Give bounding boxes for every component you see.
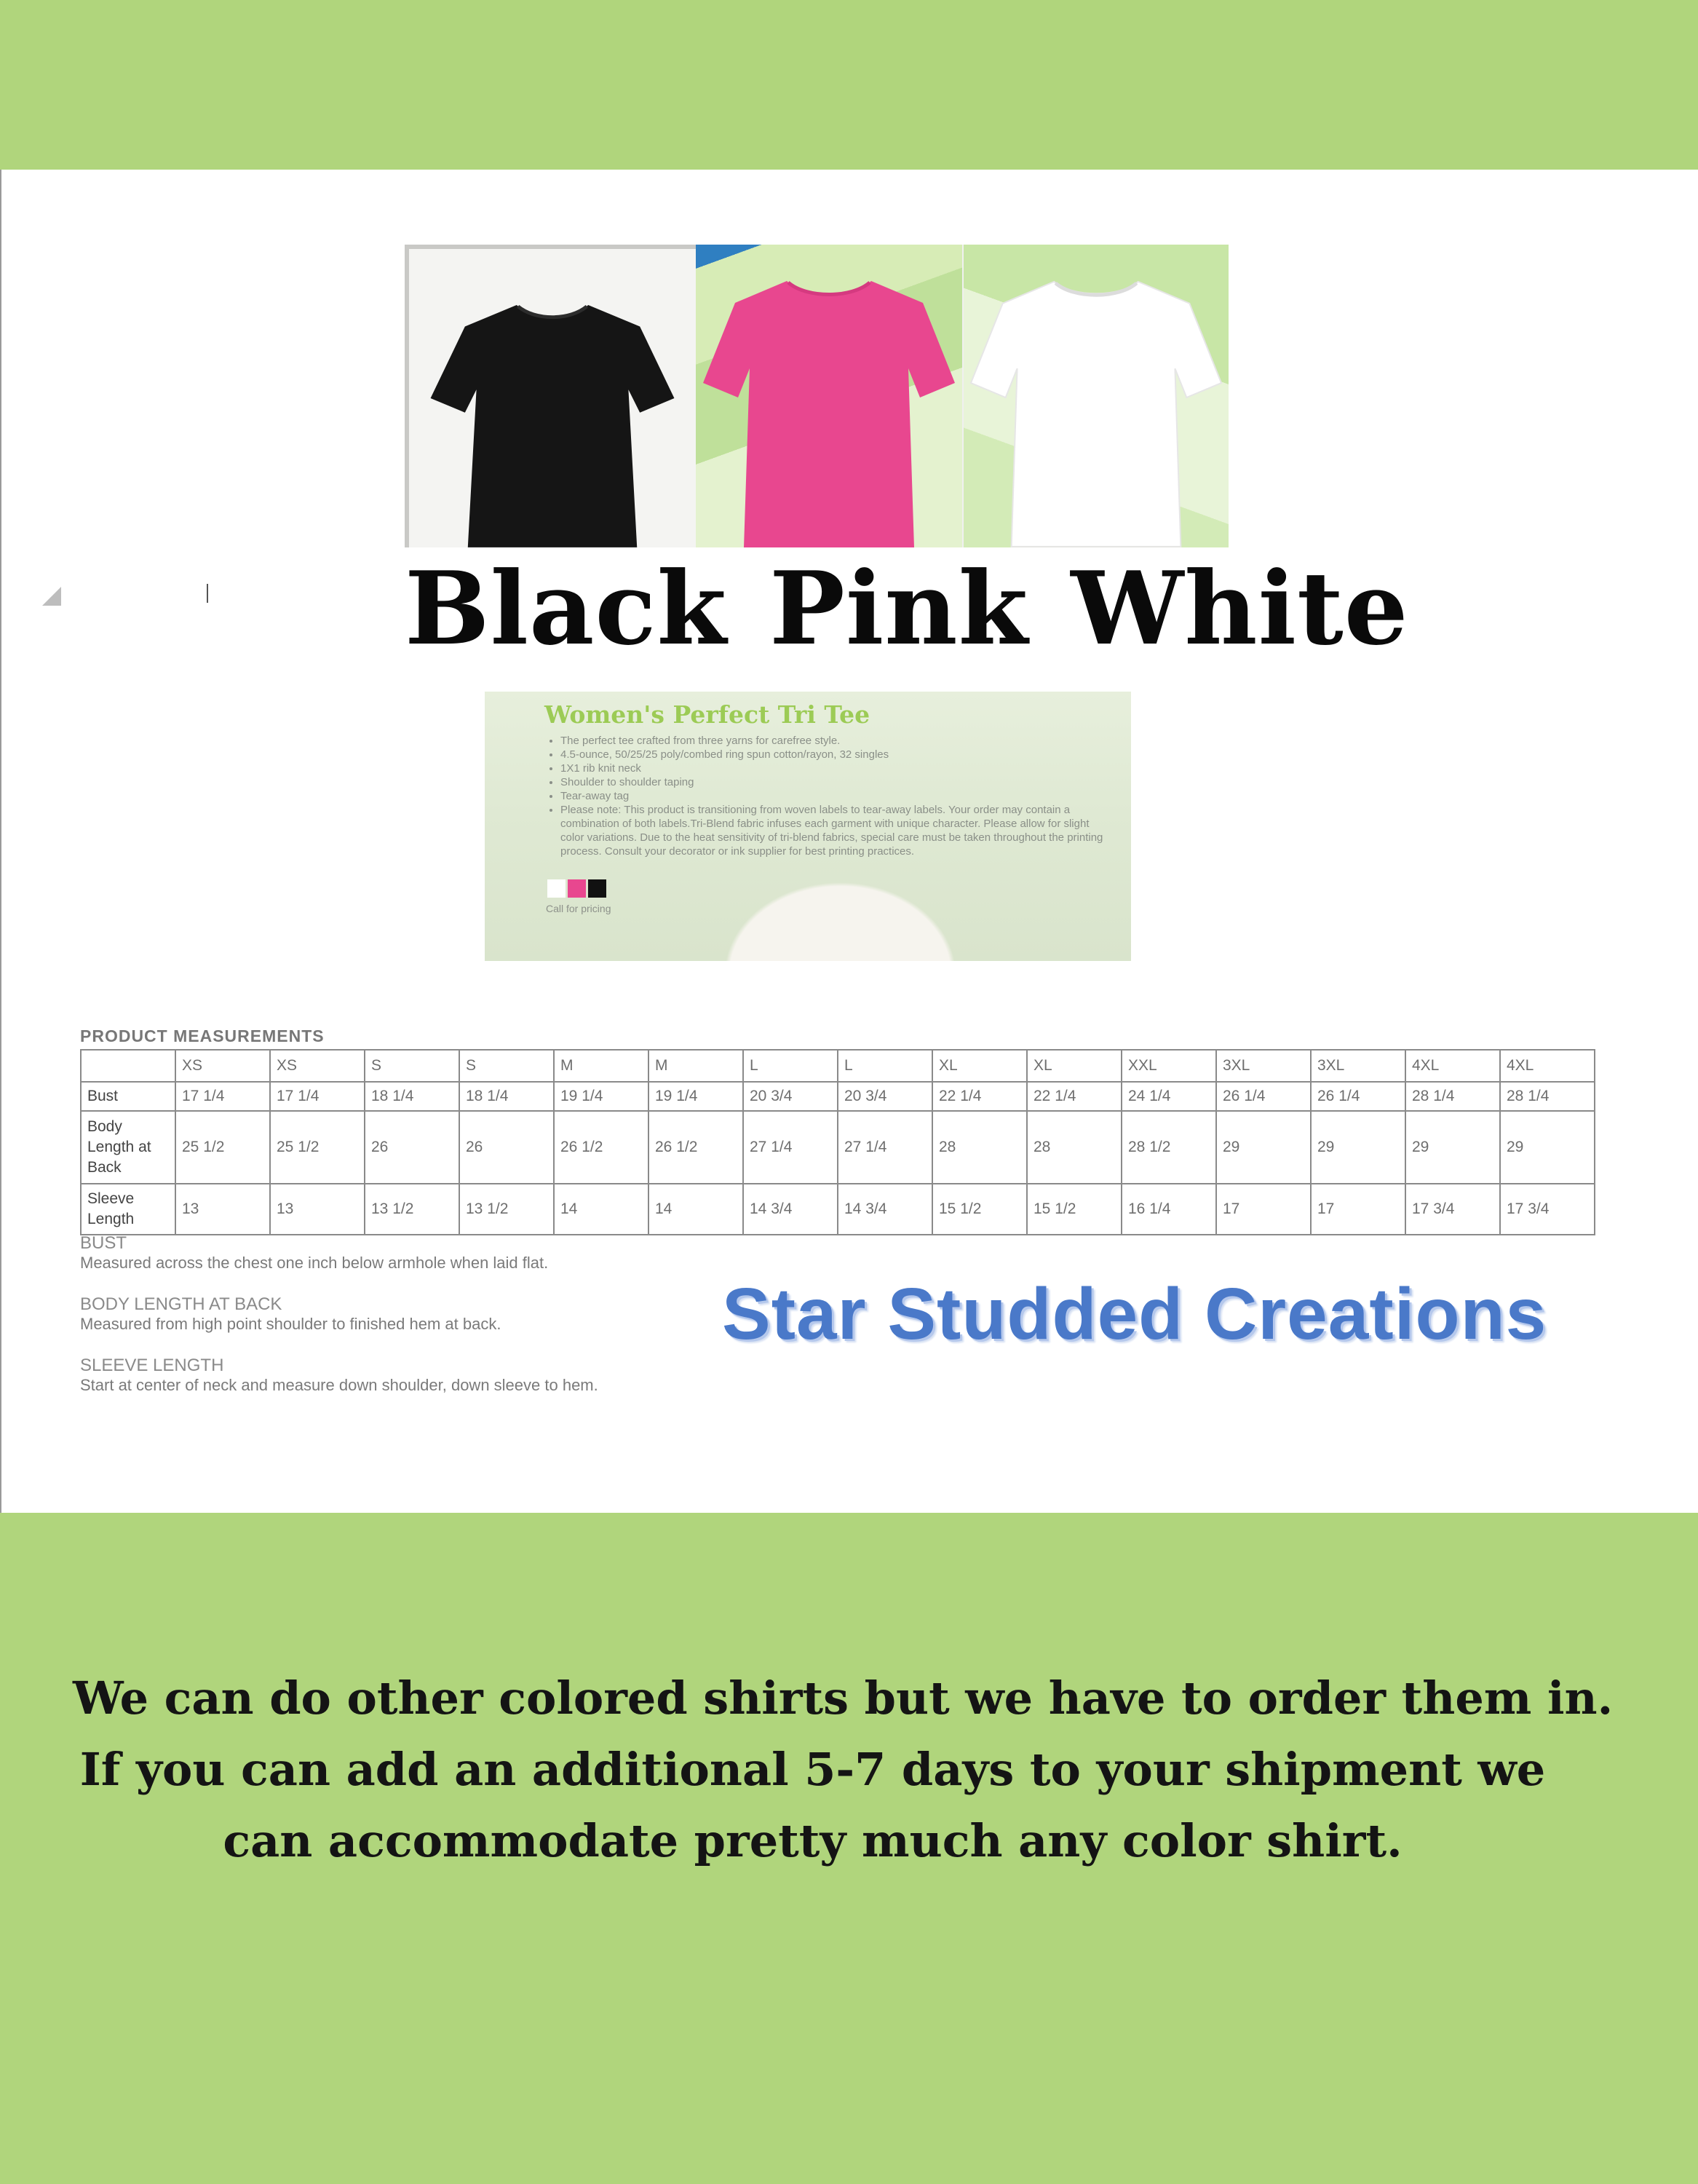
message-line: can accommodate pretty much any color shirt. [223, 1814, 1403, 1867]
table-cell: 17 [1216, 1184, 1311, 1235]
call-for-pricing: Call for pricing [546, 903, 611, 914]
table-cell: 29 [1311, 1111, 1405, 1184]
custom-color-message [73, 1663, 1614, 1877]
brand-logo-text: Star Studded Creations [722, 1273, 1547, 1355]
size-header: 3XL [1216, 1050, 1311, 1082]
table-cell: 18 1/4 [365, 1082, 459, 1111]
white-tshirt-icon [964, 245, 1229, 547]
table-cell: 26 1/2 [554, 1111, 648, 1184]
table-cell: 14 [648, 1184, 743, 1235]
table-row [81, 1082, 1595, 1111]
size-header: XL [932, 1050, 1027, 1082]
message-line: If you can add an additional 5-7 days to your shipment we [79, 1743, 1546, 1796]
feature-item: • 1X1 rib knit neck [560, 761, 1114, 775]
table-cell: 27 1/4 [838, 1111, 932, 1184]
table-cell: 25 1/2 [175, 1111, 270, 1184]
black-tshirt-icon [409, 249, 696, 547]
white-shirt-photo [962, 245, 1229, 547]
product-feature-list [544, 734, 1114, 858]
feature-item: • Tear-away tag [560, 789, 1114, 803]
product-info-card [485, 692, 1131, 961]
table-cell: 28 1/2 [1122, 1111, 1216, 1184]
table-cell: 15 1/2 [932, 1184, 1027, 1235]
table-cell: 17 3/4 [1405, 1184, 1500, 1235]
table-cell: 22 1/4 [1027, 1082, 1122, 1111]
table-cell: 19 1/4 [648, 1082, 743, 1111]
table-cell: 14 3/4 [838, 1184, 932, 1235]
size-header: M [648, 1050, 743, 1082]
note-heading: BODY LENGTH AT BACK [80, 1294, 282, 1314]
table-cell: 14 [554, 1184, 648, 1235]
table-cell: 14 3/4 [743, 1184, 838, 1235]
table-cell: 29 [1500, 1111, 1595, 1184]
table-cell: 17 3/4 [1500, 1184, 1595, 1235]
note-heading: SLEEVE LENGTH [80, 1356, 224, 1375]
table-cell: 20 3/4 [838, 1082, 932, 1111]
size-header: XS [270, 1050, 365, 1082]
table-cell: 17 1/4 [270, 1082, 365, 1111]
table-cell: 29 [1216, 1111, 1311, 1184]
table-cell: 16 1/4 [1122, 1184, 1216, 1235]
table-row [81, 1111, 1595, 1184]
table-cell: 28 [932, 1111, 1027, 1184]
pink-shirt-photo [696, 245, 962, 547]
feature-item: • The perfect tee crafted from three yarns for carefree style. [560, 734, 1114, 748]
white-swatch [547, 879, 566, 898]
feature-item: • 4.5-ounce, 50/25/25 poly/combed ring spun cotton/rayon, 32 singles [560, 748, 1114, 761]
note-heading: BUST [80, 1233, 127, 1253]
table-cell: 20 3/4 [743, 1082, 838, 1111]
measurements-table [80, 1049, 1595, 1235]
size-header: M [554, 1050, 648, 1082]
table-cell: 26 1/4 [1311, 1082, 1405, 1111]
size-header: XS [175, 1050, 270, 1082]
table-cell: 25 1/2 [270, 1111, 365, 1184]
table-cell: 29 [1405, 1111, 1500, 1184]
table-cell: 28 1/4 [1405, 1082, 1500, 1111]
color-options-title [405, 548, 1409, 668]
color-pink-label: Pink [769, 548, 1029, 668]
table-cell: 18 1/4 [459, 1082, 554, 1111]
size-header-row [81, 1050, 1595, 1082]
size-header: L [838, 1050, 932, 1082]
size-header: S [365, 1050, 459, 1082]
top-green-band [0, 0, 1698, 170]
table-cell: 28 1/4 [1500, 1082, 1595, 1111]
table-cell: 22 1/4 [932, 1082, 1027, 1111]
row-label: Bust [81, 1082, 175, 1111]
table-cell: 15 1/2 [1027, 1184, 1122, 1235]
table-cell: 27 1/4 [743, 1111, 838, 1184]
feature-item: • Please note: This product is transitioning from woven labels to tear-away labels. Your order may contain a combination of both labels.Tri-Blend fabric infuses each garment with unique character. Please allow for slight color variations. Due to the heat sensitivity of tri-blend fabrics, special care must be taken throughout the printing process. Consult your decorator or ink supplier for best printing practices. [560, 803, 1114, 858]
table-row [81, 1184, 1595, 1235]
size-header: XXL [1122, 1050, 1216, 1082]
color-swatches [547, 879, 606, 898]
pink-tshirt-icon [696, 245, 962, 547]
message-line: We can do other colored shirts but we have to order them in. [73, 1671, 1614, 1725]
measurements-heading: PRODUCT MEASUREMENTS [80, 1026, 325, 1045]
row-label: Body Length at Back [81, 1111, 175, 1184]
corner-triangle-icon [42, 587, 61, 606]
size-header: XL [1027, 1050, 1122, 1082]
black-swatch [588, 879, 606, 898]
black-shirt-photo [405, 245, 696, 547]
feature-item: • Shoulder to shoulder taping [560, 775, 1114, 789]
table-cell: 13 1/2 [365, 1184, 459, 1235]
note-text: Start at center of neck and measure down shoulder, down sleeve to hem. [80, 1376, 598, 1394]
measurement-notes [80, 1233, 735, 1417]
table-cell: 13 [175, 1184, 270, 1235]
color-white-label: White [1071, 548, 1409, 668]
table-cell: 28 [1027, 1111, 1122, 1184]
table-cell: 26 1/2 [648, 1111, 743, 1184]
size-header: 4XL [1500, 1050, 1595, 1082]
text-cursor-icon [207, 584, 208, 603]
empty-corner-cell [81, 1050, 175, 1082]
table-cell: 13 1/2 [459, 1184, 554, 1235]
table-cell: 26 [459, 1111, 554, 1184]
size-header: S [459, 1050, 554, 1082]
table-cell: 17 1/4 [175, 1082, 270, 1111]
pink-swatch [568, 879, 586, 898]
table-cell: 26 1/4 [1216, 1082, 1311, 1111]
product-title: Women's Perfect Tri Tee [544, 700, 870, 729]
size-header: 3XL [1311, 1050, 1405, 1082]
shirt-photo-strip [405, 245, 1229, 547]
table-cell: 13 [270, 1184, 365, 1235]
note-text: Measured from high point shoulder to finished hem at back. [80, 1315, 501, 1333]
note-text: Measured across the chest one inch below armhole when laid flat. [80, 1254, 549, 1272]
size-header: L [743, 1050, 838, 1082]
size-header: 4XL [1405, 1050, 1500, 1082]
table-cell: 17 [1311, 1184, 1405, 1235]
table-cell: 19 1/4 [554, 1082, 648, 1111]
row-label: Sleeve Length [81, 1184, 175, 1235]
color-black-label: Black [405, 548, 728, 668]
table-cell: 26 [365, 1111, 459, 1184]
table-cell: 24 1/4 [1122, 1082, 1216, 1111]
